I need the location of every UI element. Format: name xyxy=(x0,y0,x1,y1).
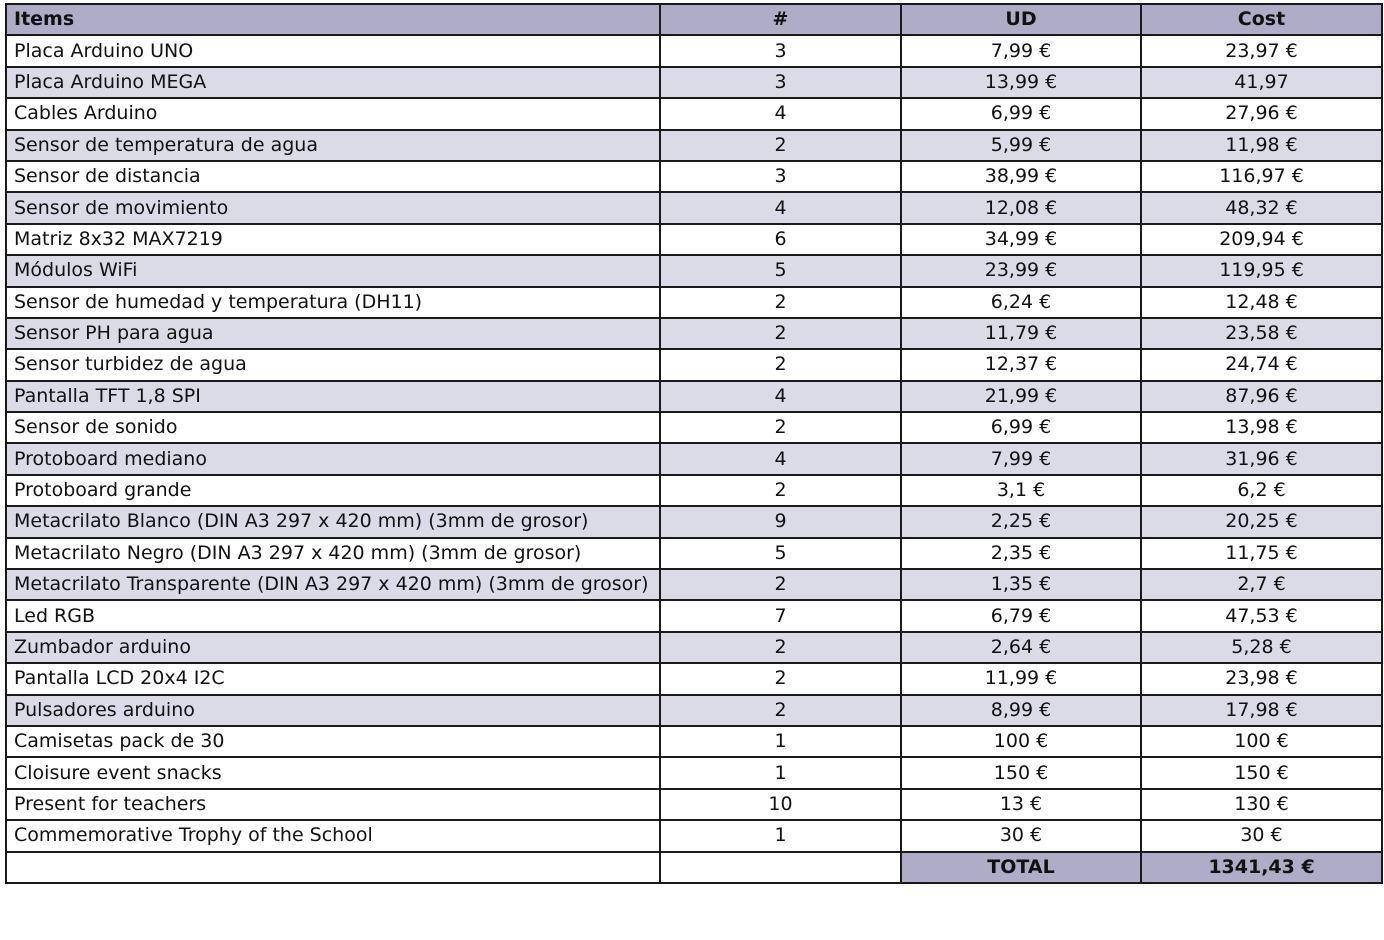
table-row xyxy=(6,318,1382,349)
item-cell: Cables Arduino xyxy=(6,98,660,129)
unit-price-cell: 13,99 € xyxy=(901,67,1141,98)
cost-cell: 23,58 € xyxy=(1141,318,1382,349)
item-cell: Metacrilato Transparente (DIN A3 297 x 420 mm) (3mm de grosor) xyxy=(6,569,660,600)
item-cell: Placa Arduino UNO xyxy=(6,35,660,66)
item-cell: Sensor de temperatura de agua xyxy=(6,130,660,161)
unit-price-cell: 11,99 € xyxy=(901,663,1141,694)
unit-price-cell: 11,79 € xyxy=(901,318,1141,349)
cost-cell: 11,75 € xyxy=(1141,538,1382,569)
cost-cell: 48,32 € xyxy=(1141,192,1382,223)
cost-cell: 31,96 € xyxy=(1141,443,1382,474)
table-row xyxy=(6,381,1382,412)
unit-price-cell: 8,99 € xyxy=(901,695,1141,726)
cost-cell: 23,97 € xyxy=(1141,35,1382,66)
unit-price-cell: 1,35 € xyxy=(901,569,1141,600)
cost-cell: 24,74 € xyxy=(1141,349,1382,380)
table-row xyxy=(6,349,1382,380)
table-row xyxy=(6,35,1382,66)
item-cell: Sensor de humedad y temperatura (DH11) xyxy=(6,287,660,318)
quantity-cell: 7 xyxy=(660,600,901,631)
table-row xyxy=(6,255,1382,286)
table-row xyxy=(6,475,1382,506)
item-cell: Led RGB xyxy=(6,600,660,631)
unit-price-cell: 2,64 € xyxy=(901,632,1141,663)
item-cell: Sensor de distancia xyxy=(6,161,660,192)
unit-price-cell: 150 € xyxy=(901,757,1141,788)
cost-cell: 23,98 € xyxy=(1141,663,1382,694)
cost-cell: 2,7 € xyxy=(1141,569,1382,600)
unit-price-cell: 2,25 € xyxy=(901,506,1141,537)
unit-price-cell: 7,99 € xyxy=(901,443,1141,474)
cost-cell: 130 € xyxy=(1141,789,1382,820)
unit-price-cell: 2,35 € xyxy=(901,538,1141,569)
quantity-cell: 1 xyxy=(660,820,901,851)
table-row xyxy=(6,98,1382,129)
empty-cell xyxy=(660,852,901,883)
table-row xyxy=(6,67,1382,98)
table-row xyxy=(6,161,1382,192)
unit-price-cell: 6,79 € xyxy=(901,600,1141,631)
item-cell: Sensor de movimiento xyxy=(6,192,660,223)
total-value: 1341,43 € xyxy=(1141,852,1382,883)
table-row xyxy=(6,820,1382,851)
cost-cell: 209,94 € xyxy=(1141,224,1382,255)
quantity-cell: 2 xyxy=(660,318,901,349)
unit-price-cell: 6,99 € xyxy=(901,98,1141,129)
table-row xyxy=(6,443,1382,474)
quantity-cell: 2 xyxy=(660,632,901,663)
cost-cell: 41,97 xyxy=(1141,67,1382,98)
item-cell: Metacrilato Negro (DIN A3 297 x 420 mm) (3mm de grosor) xyxy=(6,538,660,569)
cost-cell: 11,98 € xyxy=(1141,130,1382,161)
quantity-header: # xyxy=(660,4,901,35)
quantity-cell: 2 xyxy=(660,569,901,600)
item-cell: Cloisure event snacks xyxy=(6,757,660,788)
item-cell: Módulos WiFi xyxy=(6,255,660,286)
unit-price-cell: 100 € xyxy=(901,726,1141,757)
quantity-cell: 5 xyxy=(660,538,901,569)
items-header: Items xyxy=(6,4,660,35)
cost-cell: 17,98 € xyxy=(1141,695,1382,726)
unit-price-cell: 12,37 € xyxy=(901,349,1141,380)
quantity-cell: 2 xyxy=(660,349,901,380)
quantity-cell: 1 xyxy=(660,757,901,788)
table-row xyxy=(6,726,1382,757)
table-row xyxy=(6,412,1382,443)
table-row xyxy=(6,538,1382,569)
table-row xyxy=(6,287,1382,318)
quantity-cell: 3 xyxy=(660,35,901,66)
quantity-cell: 4 xyxy=(660,381,901,412)
unit-price-cell: 21,99 € xyxy=(901,381,1141,412)
total-label: TOTAL xyxy=(901,852,1141,883)
item-cell: Present for teachers xyxy=(6,789,660,820)
unit-price-cell: 3,1 € xyxy=(901,475,1141,506)
table-row xyxy=(6,506,1382,537)
quantity-cell: 5 xyxy=(660,255,901,286)
cost-cell: 5,28 € xyxy=(1141,632,1382,663)
quantity-cell: 6 xyxy=(660,224,901,255)
cost-cell: 150 € xyxy=(1141,757,1382,788)
quantity-cell: 3 xyxy=(660,67,901,98)
quantity-cell: 4 xyxy=(660,192,901,223)
item-cell: Pulsadores arduino xyxy=(6,695,660,726)
cost-cell: 12,48 € xyxy=(1141,287,1382,318)
item-cell: Zumbador arduino xyxy=(6,632,660,663)
item-cell: Matriz 8x32 MAX7219 xyxy=(6,224,660,255)
header-row xyxy=(6,4,1382,35)
total-row xyxy=(6,852,1382,883)
quantity-cell: 2 xyxy=(660,695,901,726)
unit-price-cell: 5,99 € xyxy=(901,130,1141,161)
item-cell: Sensor PH para agua xyxy=(6,318,660,349)
budget-table xyxy=(5,3,1383,884)
empty-cell xyxy=(6,852,660,883)
item-cell: Metacrilato Blanco (DIN A3 297 x 420 mm) (3mm de grosor) xyxy=(6,506,660,537)
cost-cell: 30 € xyxy=(1141,820,1382,851)
unit-price-cell: 34,99 € xyxy=(901,224,1141,255)
unit-price-cell: 12,08 € xyxy=(901,192,1141,223)
item-cell: Protoboard mediano xyxy=(6,443,660,474)
quantity-cell: 9 xyxy=(660,506,901,537)
table-row xyxy=(6,130,1382,161)
quantity-cell: 2 xyxy=(660,412,901,443)
cost-cell: 13,98 € xyxy=(1141,412,1382,443)
item-cell: Commemorative Trophy of the School xyxy=(6,820,660,851)
quantity-cell: 1 xyxy=(660,726,901,757)
table-row xyxy=(6,224,1382,255)
quantity-cell: 2 xyxy=(660,663,901,694)
unit-price-cell: 23,99 € xyxy=(901,255,1141,286)
item-cell: Protoboard grande xyxy=(6,475,660,506)
cost-cell: 100 € xyxy=(1141,726,1382,757)
table-row xyxy=(6,632,1382,663)
table-row xyxy=(6,569,1382,600)
item-cell: Pantalla TFT 1,8 SPI xyxy=(6,381,660,412)
table-row xyxy=(6,600,1382,631)
item-cell: Pantalla LCD 20x4 I2C xyxy=(6,663,660,694)
item-cell: Sensor turbidez de agua xyxy=(6,349,660,380)
cost-cell: 20,25 € xyxy=(1141,506,1382,537)
table-row xyxy=(6,789,1382,820)
quantity-cell: 4 xyxy=(660,98,901,129)
unit-price-header: UD xyxy=(901,4,1141,35)
table-row xyxy=(6,663,1382,694)
unit-price-cell: 13 € xyxy=(901,789,1141,820)
unit-price-cell: 6,99 € xyxy=(901,412,1141,443)
table-row xyxy=(6,757,1382,788)
quantity-cell: 4 xyxy=(660,443,901,474)
table-row xyxy=(6,192,1382,223)
table-row xyxy=(6,695,1382,726)
quantity-cell: 10 xyxy=(660,789,901,820)
cost-cell: 27,96 € xyxy=(1141,98,1382,129)
item-cell: Sensor de sonido xyxy=(6,412,660,443)
quantity-cell: 2 xyxy=(660,287,901,318)
cost-cell: 47,53 € xyxy=(1141,600,1382,631)
unit-price-cell: 30 € xyxy=(901,820,1141,851)
cost-cell: 119,95 € xyxy=(1141,255,1382,286)
cost-cell: 87,96 € xyxy=(1141,381,1382,412)
unit-price-cell: 6,24 € xyxy=(901,287,1141,318)
quantity-cell: 3 xyxy=(660,161,901,192)
item-cell: Placa Arduino MEGA xyxy=(6,67,660,98)
quantity-cell: 2 xyxy=(660,130,901,161)
unit-price-cell: 38,99 € xyxy=(901,161,1141,192)
quantity-cell: 2 xyxy=(660,475,901,506)
item-cell: Camisetas pack de 30 xyxy=(6,726,660,757)
cost-header: Cost xyxy=(1141,4,1382,35)
unit-price-cell: 7,99 € xyxy=(901,35,1141,66)
cost-cell: 6,2 € xyxy=(1141,475,1382,506)
cost-cell: 116,97 € xyxy=(1141,161,1382,192)
